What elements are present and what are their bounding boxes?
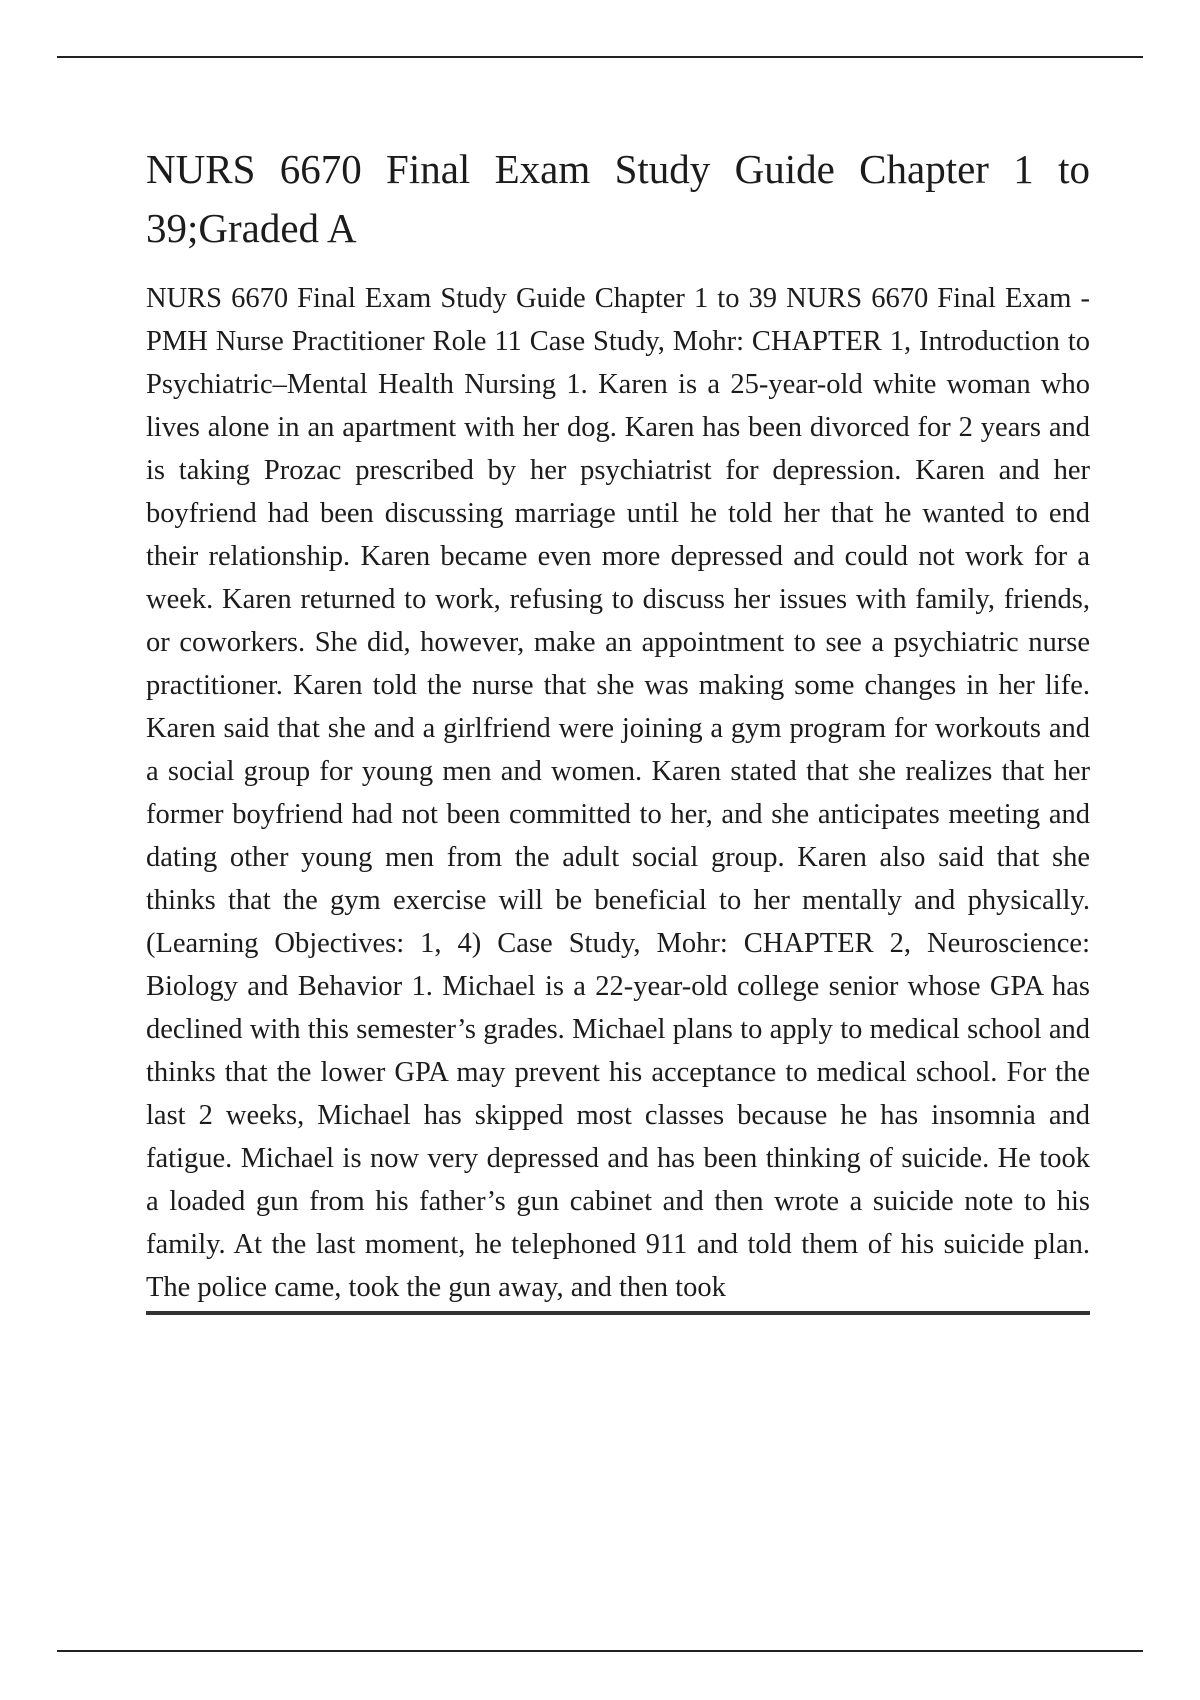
document-content <box>146 140 1090 1315</box>
header-divider <box>57 56 1143 58</box>
document-title: NURS 6670 Final Exam Study Guide Chapter 1 to 39;Graded A <box>146 146 1090 251</box>
document-body-text: NURS 6670 Final Exam Study Guide Chapter 1 to 39 NURS 6670 Final Exam - PMH Nurse Practitioner Role 11 Case Study, Mohr: CHAPTER 1, Introduction to Psychiatric–Mental Health Nursing 1. Karen is a 25-year-old white woman who lives alone in an apartment with her dog. Karen has been divorced for 2 years and is taking Prozac prescribed by her psychiatrist for depression. Karen and her boyfriend had been discussing marriage until he told her that he wanted to end their relationship. Karen became even more depressed and could not work for a week. Karen returned to work, refusing to discuss her issues with family, friends, or coworkers. She did, however, make an appointment to see a psychiatric nurse practitioner. Karen told the nurse that she was making some changes in her life. Karen said that she and a girlfriend were joining a gym program for workouts and a social group for young men and women. Karen stated that she realizes that her former boyfriend had not been committed to her, and she anticipates meeting and dating other young men from the adult social group. Karen also said that she thinks that the gym exercise will be beneficial to her mentally and physically. (Learning Objectives: 1, 4) Case Study, Mohr: CHAPTER 2, Neuroscience: Biology and Behavior 1. Michael is a 22-year-old college senior whose GPA has declined with this semester’s grades. Michael plans to apply to medical school and thinks that the lower GPA may prevent his acceptance to medical school. For the last 2 weeks, Michael has skipped most classes because he has insomnia and fatigue. Michael is now very depressed and has been thinking of suicide. He took a loaded gun from his father’s gun cabinet and then wrote a suicide note to his family. At the last moment, he telephoned 911 and told them of his suicide plan. The police came, took the gun away, and then took <box>146 277 1090 1315</box>
footer-divider <box>57 1650 1143 1652</box>
